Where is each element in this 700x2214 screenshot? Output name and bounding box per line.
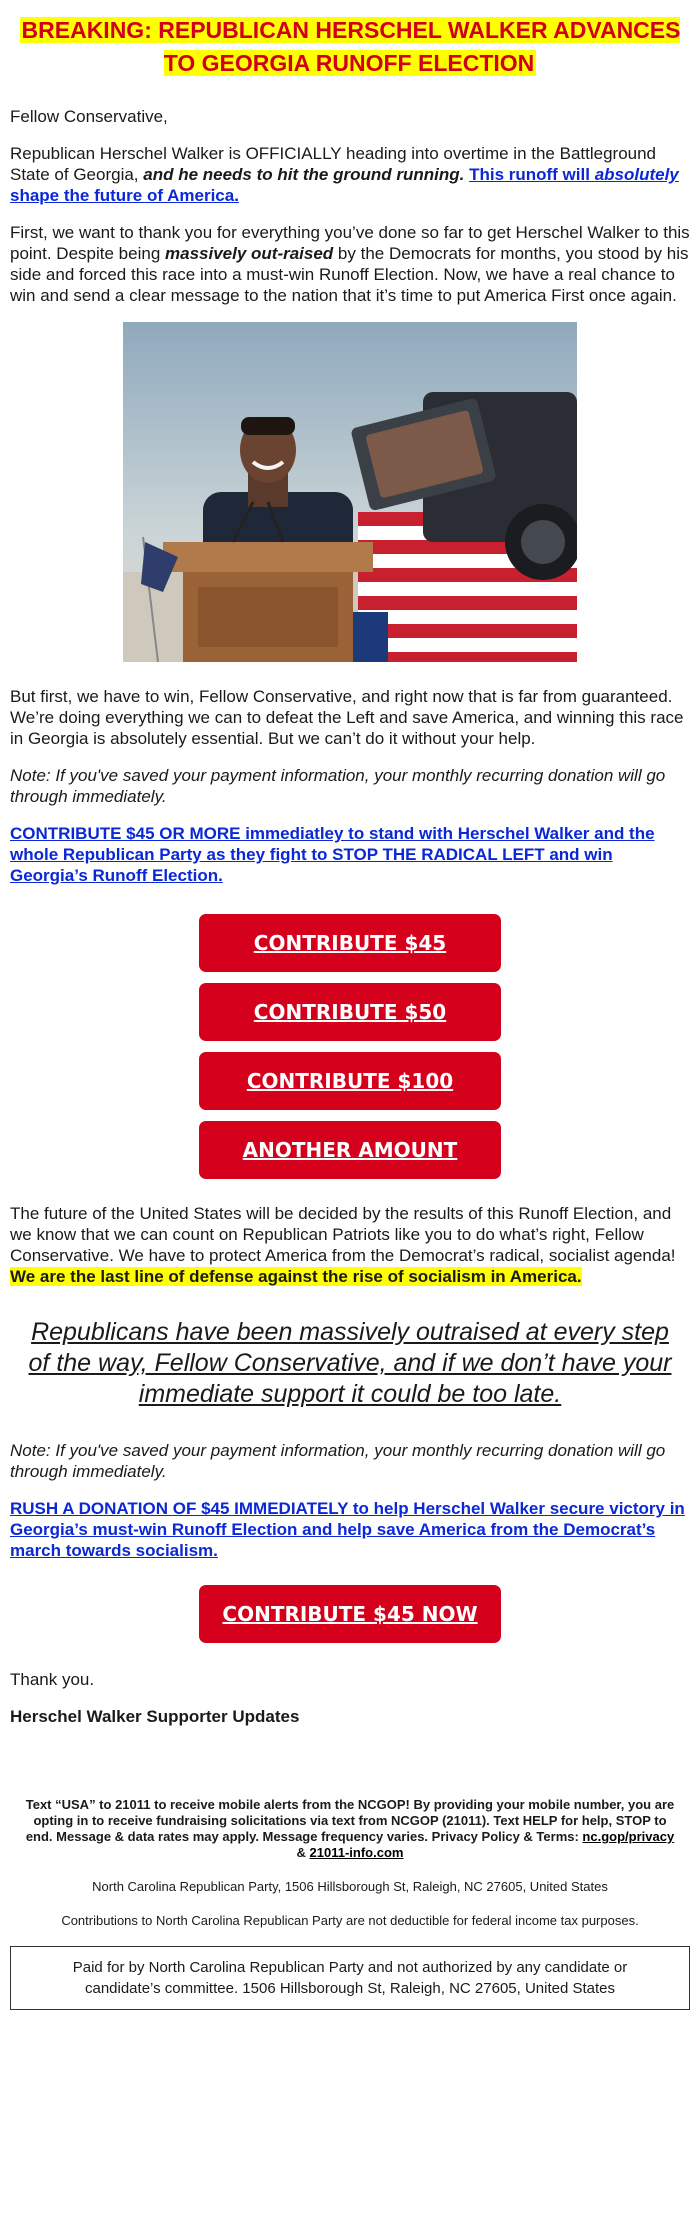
sms-disclaimer: Text “USA” to 21011 to receive mobile alerts from the NCGOP! By providing your mobile number, you are opting in to receive fundraising solicitations via text from NCGOP (21011). Text HELP for help, STOP to end. Message & data rates may apply. Message frequency varies. Privacy Policy & Terms: nc.gop/privacy & 21011-info.com — [25, 1797, 675, 1860]
contribute-45-link[interactable]: CONTRIBUTE $45 OR MORE immediatley to stand with Herschel Walker and the whole Republican Party as they fight to STOP THE RADICAL LEFT and win Georgia’s Runoff Election. — [10, 824, 655, 885]
contribute-100-button[interactable]: CONTRIBUTE $100 — [199, 1052, 501, 1110]
party-address: North Carolina Republican Party, 1506 Hillsborough St, Raleigh, NC 27605, United States — [92, 1879, 608, 1894]
footer — [10, 1797, 690, 2010]
contribute-50-button[interactable]: CONTRIBUTE $50 — [199, 983, 501, 1041]
tax-disclaimer: Contributions to North Carolina Republican Party are not deductible for federal income tax purposes. — [61, 1913, 639, 1928]
headline — [10, 14, 690, 80]
donation-buttons — [10, 914, 690, 1179]
thanks-paragraph: First, we want to thank you for everything you’ve done so far to get Herschel Walker to this point. Despite being massively out-raised by the Democrats for months, you stood by his side and forced this race into a must-win Runoff Election. Now, we have a real chance to win and send a clear message to the nation that it’s time to put America First once again. — [10, 223, 690, 305]
privacy-link[interactable]: nc.gop/privacy — [582, 1829, 675, 1844]
rush-paragraph — [10, 1498, 690, 1561]
payment-note-2: Note: If you've saved your payment information, your monthly recurring donation will go through immediately. — [10, 1441, 666, 1481]
donate-now-wrap — [10, 1585, 690, 1643]
signature: Herschel Walker Supporter Updates — [10, 1707, 300, 1726]
sms-info-link[interactable]: 21011-info.com — [309, 1845, 404, 1860]
rush-donation-link[interactable]: RUSH A DONATION OF $45 IMMEDIATELY to help Herschel Walker secure victory in Georgia’s must-win Runoff Election and help save America from the Democrat’s march towards socialism. — [10, 1499, 685, 1560]
contribute-45-now-button[interactable]: CONTRIBUTE $45 NOW — [199, 1585, 501, 1643]
must-win-paragraph: But first, we have to win, Fellow Conservative, and right now that is far from guaranteed. We’re doing everything we can to defeat the Left and save America, and winning this race in Georgia is absolutely essential. But we can’t do it without your help. — [10, 687, 684, 748]
rally-image — [123, 322, 577, 662]
headline-text: BREAKING: REPUBLICAN HERSCHEL WALKER ADVANCES TO GEORGIA RUNOFF ELECTION — [21, 17, 681, 76]
candidate-photo[interactable] — [123, 322, 577, 662]
thank-you: Thank you. — [10, 1670, 95, 1689]
another-amount-button[interactable]: ANOTHER AMOUNT — [199, 1121, 501, 1179]
contribute-45-button[interactable]: CONTRIBUTE $45 — [199, 914, 501, 972]
payment-note: Note: If you've saved your payment information, your monthly recurring donation will go through immediately. — [10, 766, 666, 806]
paid-for-box: Paid for by North Carolina Republican Party and not authorized by any candidate or candidate’s committee. 1506 Hillsborough St, Raleigh, NC 27605, United States — [10, 1946, 690, 2010]
cta-paragraph — [10, 823, 690, 886]
future-paragraph: The future of the United States will be decided by the results of this Runoff Election, and we know that we can count on Republican Patriots like you to do what’s right, Fellow Conservative. We have to protect America from the Democrat’s radical, socialist agenda! We are the last line of defense against the rise of socialism in America. — [10, 1204, 676, 1286]
intro-paragraph: Republican Herschel Walker is OFFICIALLY heading into overtime in the Battleground State of Georgia, and he needs to hit the ground running. This runoff will absolutely shape the future of America. — [10, 144, 679, 205]
runoff-link[interactable]: This runoff will absolutely shape the future of America. — [10, 165, 679, 205]
highlight-text: We are the last line of defense against the rise of socialism in America. — [10, 1267, 582, 1286]
outraised-quote: Republicans have been massively outraised at every step of the way, Fellow Conservative, and if we don’t have your immediate support it could be too late. — [28, 1318, 672, 1408]
greeting: Fellow Conservative, — [10, 107, 168, 126]
